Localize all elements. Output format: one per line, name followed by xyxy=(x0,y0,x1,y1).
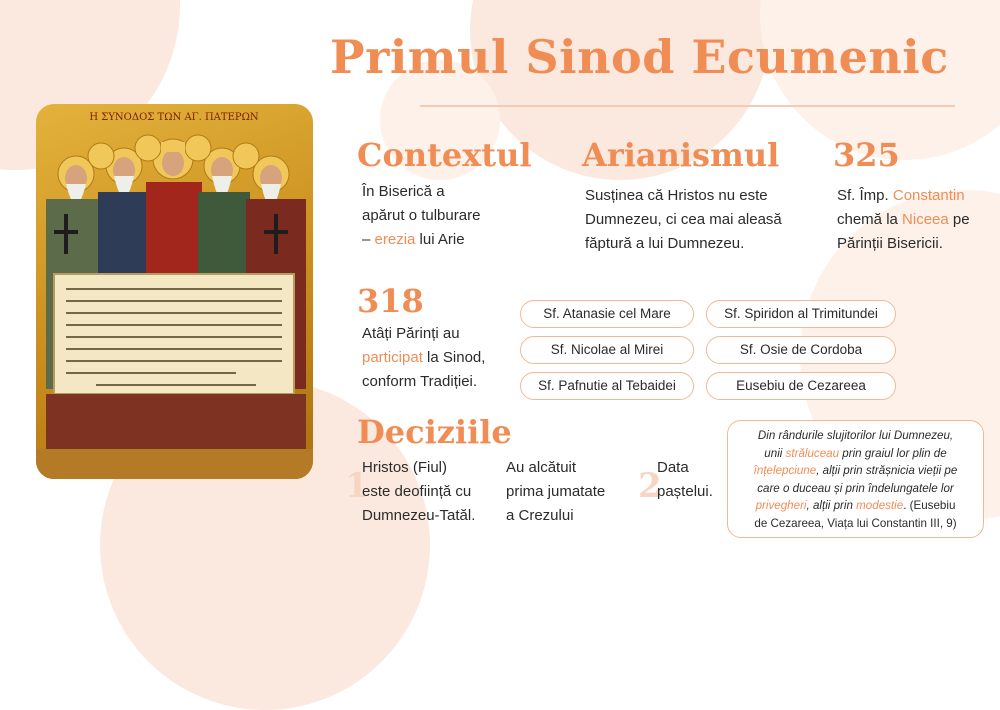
fathers-text: Atâți Părinți au participat la Sinod, conform Tradiției. xyxy=(362,325,486,390)
highlight-niceea: Niceea xyxy=(902,211,949,228)
highlight-participat: participat xyxy=(362,349,423,366)
decision-1: Hristos (Fiul) este deoființă cu Dumnezeu-Tatăl. xyxy=(362,459,476,524)
contextul-heading: Contextul xyxy=(357,136,532,174)
saint-pill: Sf. Atanasie cel Mare xyxy=(520,300,694,328)
saint-pill: Sf. Pafnutie al Tebaidei xyxy=(520,372,694,400)
year-text: Sf. Împ. Constantin chemă la Niceea pe Părinții Bisericii. xyxy=(837,187,970,252)
highlight-intelepciune: înțelepciune xyxy=(753,464,817,477)
saint-pill: Eusebiu de Cezareea xyxy=(706,372,896,400)
highlight-straluceau: străluceau xyxy=(785,446,840,460)
quote-box: Din rândurile slujitorilor lui Dumnezeu, unii străluceau prin graiul lor plin de înțelepciune, alții prin strășnicia vieții pe care o duceau și prin îndelungatele lor privegheri, alții prin modestie. (Eusebiu de Cezareea, Viața lui Constantin III, 9) xyxy=(727,420,984,538)
decision-number: 2 xyxy=(638,466,662,506)
year-heading: 325 xyxy=(833,136,900,174)
title-divider xyxy=(420,105,955,107)
deciziile-heading: Deciziile xyxy=(357,413,512,451)
council-icon-image xyxy=(36,104,313,479)
fathers-heading: 318 xyxy=(357,282,424,320)
saint-pill: Sf. Spiridon al Trimitundei xyxy=(706,300,896,328)
arianismul-heading: Arianismul xyxy=(582,136,780,174)
icon-caption: Η ΣΥΝΟΔΟΣ ΤΩΝ ΑΓ. ΠΑΤΕΡΩΝ xyxy=(89,112,259,123)
saint-pill: Sf. Osie de Cordoba xyxy=(706,336,896,364)
decision-3: Data paștelui. xyxy=(657,459,713,500)
highlight-erezia: erezia xyxy=(374,231,416,248)
highlight-privegheri: privegheri xyxy=(755,499,807,512)
decision-2: Au alcătuit prima jumatate a Crezului xyxy=(506,459,606,524)
saint-pill: Sf. Nicolae al Mirei xyxy=(520,336,694,364)
arianismul-text: Susținea că Hristos nu este Dumnezeu, ci cea mai aleasă făptură a lui Dumnezeu. xyxy=(585,187,782,252)
contextul-text: În Biserică a apărut o tulburare – erezia lui Arie xyxy=(362,183,481,248)
page-title: Primul Sinod Ecumenic xyxy=(330,30,949,84)
highlight-constantin: Constantin xyxy=(892,187,965,204)
highlight-modestie: modestie xyxy=(856,499,904,512)
decision-number: 1 xyxy=(345,466,369,506)
